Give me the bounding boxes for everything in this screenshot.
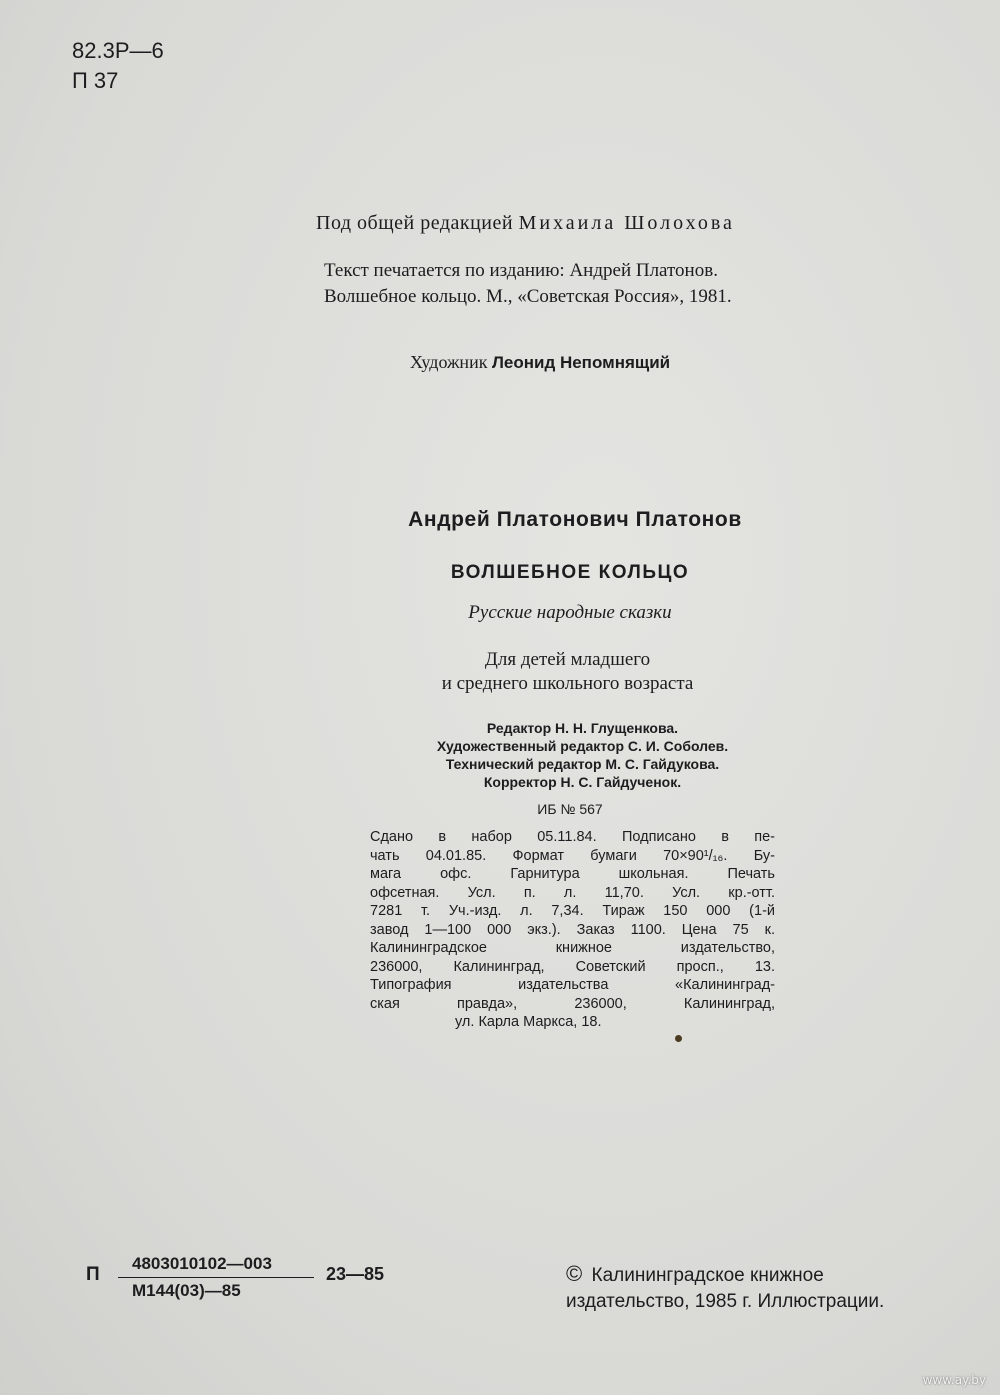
code-prefix: П [86, 1264, 100, 1285]
artist-line [410, 352, 670, 373]
book-subtitle: Русские народные сказки [468, 602, 672, 623]
artist-name: Леонид Непомнящий [491, 353, 671, 372]
code-suffix: 23—85 [326, 1264, 385, 1284]
imprint-line: офсетная. Усл. п. л. 11,70. Усл. кр.-отт. [370, 884, 775, 901]
copyright-line-2: издательство, 1985 г. Иллюстрации. [566, 1291, 885, 1312]
credits-block [300, 719, 865, 791]
imprint-line: Калининградское книжное издательство, [370, 940, 775, 956]
audience-line-1: Для детей младшего [484, 649, 651, 670]
watermark: www.ay.by [922, 1373, 986, 1387]
source-edition-note [324, 258, 732, 310]
credit-row [300, 719, 865, 737]
imprint-block [370, 828, 775, 1032]
source-line-1: Текст печатается по изданию: Андрей Платонов. [324, 260, 718, 281]
author-mark: П 37 [72, 68, 119, 93]
copyright-line-1 [566, 1261, 884, 1289]
source-line-2: Волшебное кольцо. М., «Советская Россия», 1981. [324, 286, 732, 307]
credit-name: Н. Н. Глущенкова. [555, 720, 679, 736]
editorship-line [316, 212, 735, 235]
code-denominator: М144(03)—85 [132, 1281, 241, 1300]
credit-role: Технический редактор [445, 756, 602, 772]
editorship-prefix: Под общей редакцией [316, 212, 514, 234]
audience-note [300, 648, 835, 696]
credit-name: М. С. Гайдукова. [605, 756, 720, 772]
credit-row [300, 737, 865, 755]
editor-in-chief-name: Михаила Шолохова [518, 212, 735, 234]
credit-role: Редактор [486, 720, 552, 736]
artist-label: Художник [410, 352, 488, 372]
imprint-line: мага офс. Гарнитура школьная. Печать [370, 866, 775, 882]
credit-name: Н. С. Гайдученок. [560, 774, 682, 790]
book-author: Андрей Платонович Платонов [408, 508, 742, 531]
credit-row [300, 755, 865, 773]
code-numerator: 4803010102—003 [118, 1251, 314, 1278]
ink-spot [675, 1035, 682, 1042]
book-title: ВОЛШЕБНОЕ КОЛЬЦО [450, 562, 690, 583]
imprint-line: ул. Карла Маркса, 18. [455, 1014, 602, 1030]
imprint-line: Сдано в набор 05.11.84. Подписано в пе- [370, 829, 775, 845]
imprint-line: завод 1—100 000 экз.). Заказ 1100. Цена 75 к. [370, 921, 775, 938]
imprint-line: 7281 т. Уч.-изд. л. 7,34. Тираж 150 000 (1-й [370, 903, 775, 919]
classification-code [72, 36, 164, 96]
credit-role: Корректор [483, 774, 557, 790]
copyright-text-1: Калининградское книжное [591, 1265, 824, 1286]
credit-row [300, 773, 865, 791]
ib-number: ИБ № 567 [537, 801, 603, 817]
bbk-index: 82.3Р—6 [72, 38, 164, 63]
imprint-line: ская правда», 236000, Калининград, [370, 995, 775, 1012]
imprint-line: чать 04.01.85. Формат бумаги 70×90¹/₁₆. Бу- [370, 847, 775, 864]
audience-line-2: и среднего школьного возраста [441, 673, 694, 694]
credit-name: С. И. Соболев. [627, 738, 729, 754]
imprint-line: Типография издательства «Калининград- [370, 977, 775, 993]
imprint-line: 236000, Калининград, Советский просп., 13. [370, 958, 775, 975]
copyright-notice [566, 1261, 884, 1315]
credit-role: Художественный редактор [436, 738, 625, 754]
publication-code-fraction [118, 1251, 314, 1304]
copyright-icon: © [566, 1261, 583, 1286]
